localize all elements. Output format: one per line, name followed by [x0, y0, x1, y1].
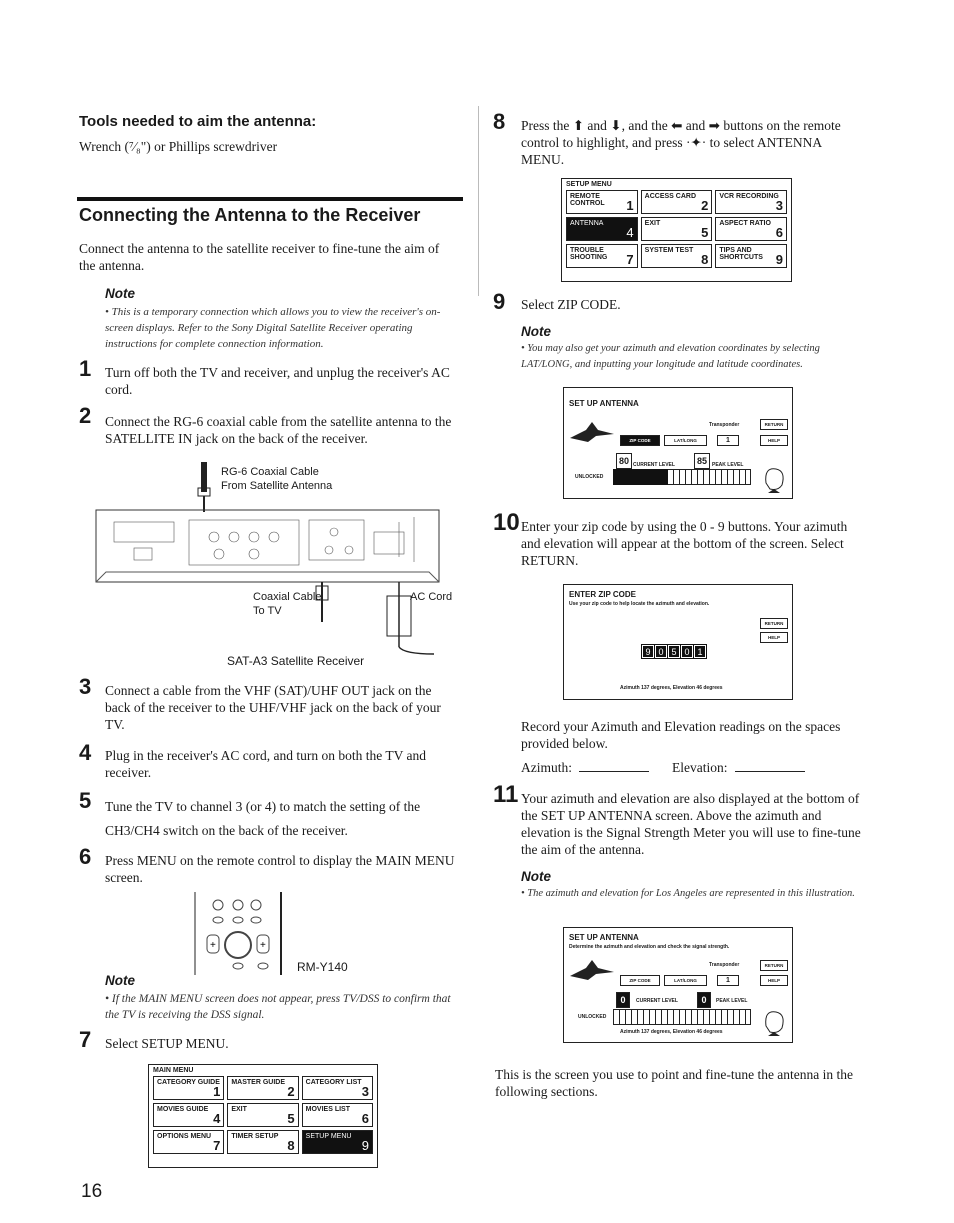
remote-model-caption: RM-Y140 — [297, 960, 348, 974]
lock-icon — [760, 463, 788, 497]
step9-text: Select ZIP CODE. — [521, 297, 621, 312]
page-number: 16 — [81, 1181, 103, 1202]
zip-help-button[interactable]: HELP — [760, 632, 788, 643]
peak-level-label: PEAK LEVEL — [712, 462, 744, 468]
setup-menu-cell[interactable]: REMOTE CONTROL 1 — [566, 190, 638, 214]
coax-caption-1: Coaxial Cable — [253, 591, 322, 603]
setup-menu-screen — [561, 178, 792, 282]
rg6-caption-1: RG-6 Coaxial Cable — [221, 466, 319, 478]
setup-menu-cell[interactable]: ASPECT RATIO 6 — [715, 217, 787, 241]
enter-zip-code-screen — [563, 584, 793, 700]
main-menu-cell[interactable]: TIMER SETUP 8 — [227, 1130, 298, 1154]
main-menu-cell[interactable]: CATEGORY LIST 3 — [302, 1076, 373, 1100]
current-level-label: CURRENT LEVEL — [633, 462, 675, 468]
remote-control-illustration — [193, 890, 293, 980]
note4-text: • The azimuth and elevation for Los Angeles are represented in this illustration. — [521, 888, 855, 899]
step3-number: 3 — [79, 674, 92, 699]
azimuth-blank — [579, 760, 649, 772]
step1-text: Turn off both the TV and receiver, and unplug the receiver's AC cord. — [105, 365, 450, 397]
record-text: Record your Azimuth and Elevation readings on the spaces provided below. — [521, 719, 841, 751]
lock-icon — [760, 1006, 788, 1040]
main-menu-cell[interactable]: MOVIES GUIDE 4 — [153, 1103, 224, 1127]
step3-text: Connect a cable from the VHF (SAT)/UHF OUT jack on the back of the receiver to the UHF/VHF jack on the back of your TV. — [105, 683, 441, 732]
svg-text:+: + — [260, 940, 266, 951]
signal-strength-meter — [613, 1009, 751, 1025]
azimuth-label: Azimuth: — [521, 760, 572, 775]
setup-menu-cell[interactable]: TROUBLE SHOOTING 7 — [566, 244, 638, 268]
main-menu-cell[interactable]: CATEGORY GUIDE 1 — [153, 1076, 224, 1100]
note2-label: Note — [105, 973, 135, 988]
zip-code-button[interactable]: ZIP CODE — [620, 975, 660, 986]
rg6-caption-2: From Satellite Antenna — [221, 480, 333, 492]
note3-text: • You may also get your azimuth and elevation coordinates by selecting LAT/LONG, and inputting your longitude and latitude coordinates. — [521, 343, 820, 370]
column-divider — [478, 106, 479, 296]
setup-menu-grid — [562, 190, 791, 271]
setup-menu-cell-selected[interactable]: ANTENNA 4 — [566, 217, 638, 241]
antenna-screen-1-title: SET UP ANTENNA — [569, 399, 639, 408]
elevation-field — [672, 759, 805, 776]
note1-label: Note — [105, 286, 135, 301]
peak-level-value: 0 — [697, 992, 711, 1008]
zip-digit: 9 — [642, 645, 654, 658]
main-menu-screen — [148, 1064, 378, 1168]
main-menu-cell[interactable]: OPTIONS MENU 7 — [153, 1130, 224, 1154]
step2-number: 2 — [79, 403, 92, 428]
svg-text:+: + — [210, 940, 216, 951]
step10-number: 10 — [493, 509, 520, 536]
peak-level-label: PEAK LEVEL — [716, 998, 748, 1004]
azimuth-field — [521, 759, 649, 776]
step6-text: Press MENU on the remote control to display the MAIN MENU screen. — [105, 853, 455, 885]
current-level-value: 0 — [616, 992, 630, 1008]
elevation-blank — [735, 760, 805, 772]
zip-screen-subtitle: Use your zip code to help locate the azimuth and elevation. — [569, 601, 710, 607]
note2-text: • If the MAIN MENU screen does not appear, press TV/DSS to confirm that the TV is receiving the DSS signal. — [105, 993, 451, 1021]
lat-long-button[interactable]: LAT/LONG — [664, 435, 707, 446]
return-button[interactable]: RETURN — [760, 960, 788, 971]
step5-number: 5 — [79, 788, 92, 813]
transponder-label: Transponder — [709, 422, 740, 428]
satellite-icon — [568, 420, 618, 444]
zip-return-button[interactable]: RETURN — [760, 618, 788, 629]
zip-screen-title: ENTER ZIP CODE — [569, 590, 636, 599]
main-menu-cell[interactable]: MOVIES LIST 6 — [302, 1103, 373, 1127]
lat-long-button[interactable]: LAT/LONG — [664, 975, 707, 986]
setup-menu-cell[interactable]: TIPS AND SHORTCUTS 9 — [715, 244, 787, 268]
step8-number: 8 — [493, 109, 506, 134]
return-button[interactable]: RETURN — [760, 419, 788, 430]
closing-text: This is the screen you use to point and fine-tune the antenna in the following sections. — [495, 1067, 854, 1099]
tools-text: Wrench (⁷⁄₈") or Phillips screwdriver — [79, 139, 278, 154]
zip-screen-result: Azimuth 137 degrees, Elevation 46 degrees — [620, 685, 723, 691]
signal-strength-fill — [613, 469, 668, 485]
step11-text: Your azimuth and elevation are also displayed at the bottom of the SET UP ANTENNA screen. Above the azimuth and elevation is the Signal Strength Meter you will use to fine-tune the aim of the antenna. — [521, 791, 861, 857]
setup-antenna-screen-2 — [563, 927, 793, 1043]
step7-text: Select SETUP MENU. — [105, 1036, 229, 1051]
main-menu-cell[interactable]: MASTER GUIDE 2 — [227, 1076, 298, 1100]
transponder-value[interactable]: 1 — [717, 435, 739, 446]
coax-caption-2: To TV — [253, 605, 282, 617]
step1-number: 1 — [79, 356, 92, 381]
main-menu-cell-selected[interactable]: SETUP MENU 9 — [302, 1130, 373, 1154]
section-rule — [77, 197, 463, 201]
current-level-label: CURRENT LEVEL — [636, 998, 678, 1004]
step11-number: 11 — [493, 781, 519, 808]
main-menu-title: MAIN MENU — [153, 1067, 194, 1074]
help-button[interactable]: HELP — [760, 435, 788, 446]
step10-text: Enter your zip code by using the 0 - 9 buttons. Your azimuth and elevation will appear at the bottom of the screen. Select RETURN. — [521, 519, 848, 568]
step4-text: Plug in the receiver's AC cord, and turn on both the TV and receiver. — [105, 748, 427, 780]
setup-antenna-screen-1 — [563, 387, 793, 499]
setup-menu-title: SETUP MENU — [566, 181, 612, 188]
setup-menu-cell[interactable]: ACCESS CARD 2 — [641, 190, 713, 214]
setup-menu-cell[interactable]: VCR RECORDING 3 — [715, 190, 787, 214]
antenna-screen-2-title: SET UP ANTENNA — [569, 933, 639, 942]
zip-digit: 5 — [668, 645, 680, 658]
note3-label: Note — [521, 324, 551, 339]
zip-digit: 0 — [655, 645, 667, 658]
elevation-label: Elevation: — [672, 760, 728, 775]
step8-text: Press the ⬆ and ⬇, and the ⬅ and ➡ buttons on the remote control to highlight, and press ·✦· to select ANTENNA MENU. — [521, 118, 841, 167]
note1-text: • This is a temporary connection which allows you to view the receiver's on-screen displays. Refer to the Sony Digital Satellite Receiver operating instructions for complete connection information. — [105, 306, 441, 350]
tools-heading: Tools needed to aim the antenna: — [79, 113, 317, 130]
step9-number: 9 — [493, 289, 506, 314]
step6-number: 6 — [79, 844, 92, 869]
zip-digits[interactable] — [642, 642, 707, 660]
receiver-rear-diagram — [94, 462, 454, 662]
zip-code-button[interactable]: ZIP CODE — [620, 435, 660, 446]
help-button[interactable]: HELP — [760, 975, 788, 986]
setup-menu-cell[interactable]: SYSTEM TEST 8 — [641, 244, 713, 268]
zip-digit: 1 — [694, 645, 706, 658]
unlocked-label: UNLOCKED — [578, 1014, 607, 1020]
main-menu-grid — [149, 1076, 377, 1157]
antenna-screen-2-subtitle: Determine the azimuth and elevation and check the signal strength. — [569, 944, 730, 950]
note4-label: Note — [521, 869, 551, 884]
step4-number: 4 — [79, 740, 92, 765]
section-intro: Connect the antenna to the satellite receiver to fine-tune the aim of the antenna. — [79, 241, 440, 273]
main-menu-cell[interactable]: EXIT 5 — [227, 1103, 298, 1127]
section-heading: Connecting the Antenna to the Receiver — [79, 205, 421, 225]
step5-text: Tune the TV to channel 3 (or 4) to match the setting of the CH3/CH4 switch on the back of the receiver. — [105, 799, 421, 838]
receiver-caption: SAT-A3 Satellite Receiver — [227, 654, 365, 668]
step7-number: 7 — [79, 1027, 92, 1052]
peak-level-value: 85 — [694, 453, 710, 469]
current-level-value: 80 — [616, 453, 632, 469]
antenna-screen-2-result: Azimuth 137 degrees, Elevation 46 degrees — [620, 1029, 723, 1035]
step2-text: Connect the RG-6 coaxial cable from the satellite antenna to the SATELLITE IN jack on the back of the receiver. — [105, 414, 452, 446]
unlocked-label: UNLOCKED — [575, 474, 604, 480]
setup-menu-cell[interactable]: EXIT 5 — [641, 217, 713, 241]
zip-digit: 0 — [681, 645, 693, 658]
transponder-label: Transponder — [709, 962, 740, 968]
satellite-icon — [568, 958, 618, 982]
transponder-value[interactable]: 1 — [717, 975, 739, 986]
ac-cord-caption: AC Cord — [410, 591, 453, 603]
